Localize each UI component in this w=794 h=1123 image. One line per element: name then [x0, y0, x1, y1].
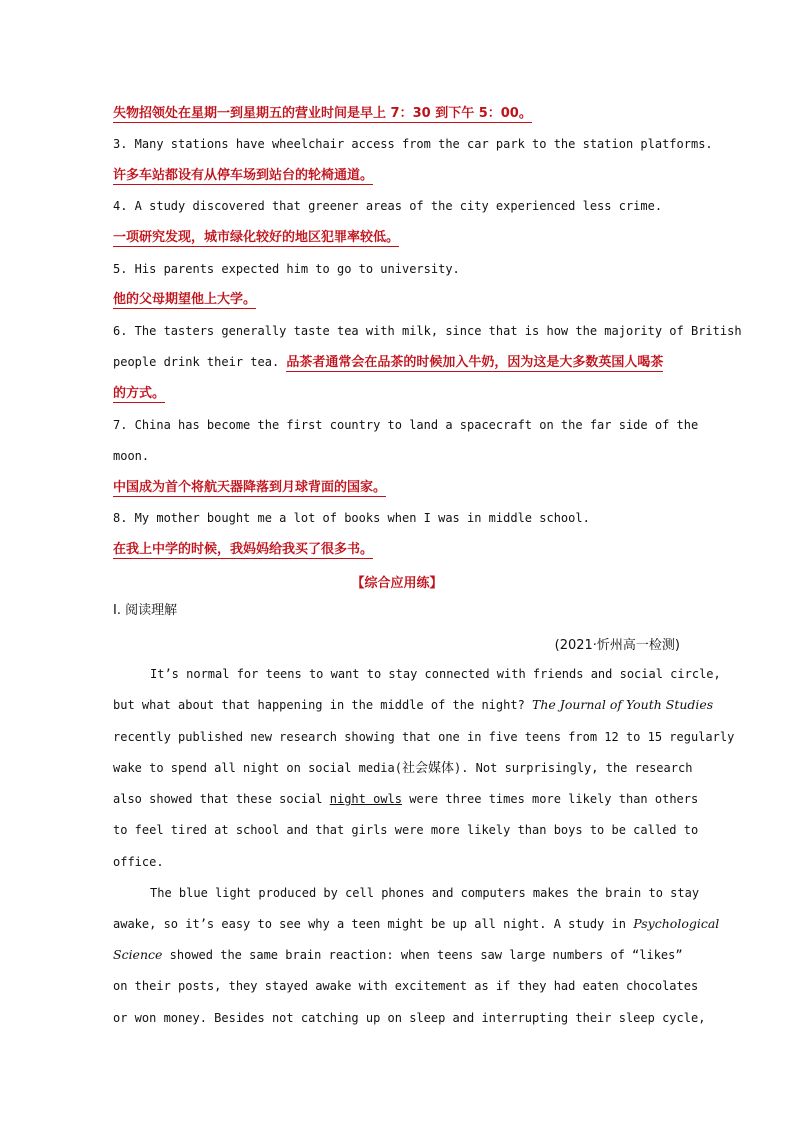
sentence-7-line-2: moon.: [113, 449, 150, 463]
sentence-3: 3. Many stations have wheelchair access from the car park to the station platforms.: [113, 137, 713, 151]
passage-p1-line-6: to feel tired at school and that girls were more likely than boys to be called to: [113, 823, 699, 837]
part-title: Ⅰ. 阅读理解: [113, 603, 178, 618]
sentence-6-line-1: 6. The tasters generally taste tea with milk, since that is how the majority of British: [113, 324, 742, 338]
passage-p1-line-1: It’s normal for teens to want to stay connected with friends and social circle,: [150, 667, 721, 681]
answer-4: 一项研究发现，城市绿化较好的地区犯罪率较低。: [113, 230, 400, 245]
passage-p1-line-5: also showed that these social night owls were three times more likely than others: [113, 792, 699, 806]
section-heading: 【综合应用练】: [351, 576, 443, 591]
answer-3: 许多车站都设有从停车场到站台的轮椅通道。: [113, 168, 374, 183]
sentence-7-line-1: 7. China has become the first country to land a spacecraft on the far side of the: [113, 418, 699, 432]
passage-p2-line-5: or won money. Besides not catching up on sleep and interrupting their sleep cycle,: [113, 1011, 706, 1025]
passage-p2-line-1: The blue light produced by cell phones and computers makes the brain to stay: [150, 886, 700, 900]
passage-p1-line-2: but what about that happening in the middle of the night? The Journal of Youth Studies: [113, 697, 714, 712]
answer-6-line-2: 的方式。: [113, 386, 166, 401]
passage-p1-line-3: recently published new research showing that one in five teens from 12 to 15 regularly: [113, 730, 735, 744]
journal-title-2: Psychological: [633, 916, 720, 931]
sentence-4: 4. A study discovered that greener areas of the city experienced less crime.: [113, 199, 663, 213]
answer-8: 在我上中学的时候，我妈妈给我买了很多书。: [113, 542, 374, 557]
passage-p1-line-7: office.: [113, 855, 164, 869]
journal-title: The Journal of Youth Studies: [532, 697, 714, 712]
sentence-5: 5. His parents expected him to go to university.: [113, 262, 460, 276]
answer-2: 失物招领处在星期一到星期五的营业时间是早上 7：30 到下午 5：00。: [113, 106, 532, 121]
answer-6-part-1: 品茶者通常会在品茶的时候加入牛奶，因为这是大多数英国人喝茶: [286, 355, 664, 370]
answer-7: 中国成为首个将航天器降落到月球背面的国家。: [113, 480, 387, 495]
passage-p2-line-2: awake, so it’s easy to see why a teen might be up all night. A study in Psychological: [113, 916, 720, 931]
passage-p1-line-4: wake to spend all night on social media(社会媒体). Not surprisingly, the research: [113, 761, 693, 776]
sentence-8: 8. My mother bought me a lot of books when I was in middle school.: [113, 511, 590, 525]
source-note: (2021·忻州高一检测): [554, 638, 680, 653]
passage-p2-line-4: on their posts, they stayed awake with excitement as if they had eaten chocolates: [113, 979, 699, 993]
answer-5: 他的父母期望他上大学。: [113, 292, 257, 307]
passage-p2-line-3: Science showed the same brain reaction: when teens saw large numbers of “likes”: [113, 947, 683, 962]
sentence-6-line-2: people drink their tea. 品茶者通常会在品茶的时候加入牛奶，因为这是大多数英国人喝茶: [113, 355, 664, 370]
underlined-phrase: night owls: [329, 792, 402, 806]
